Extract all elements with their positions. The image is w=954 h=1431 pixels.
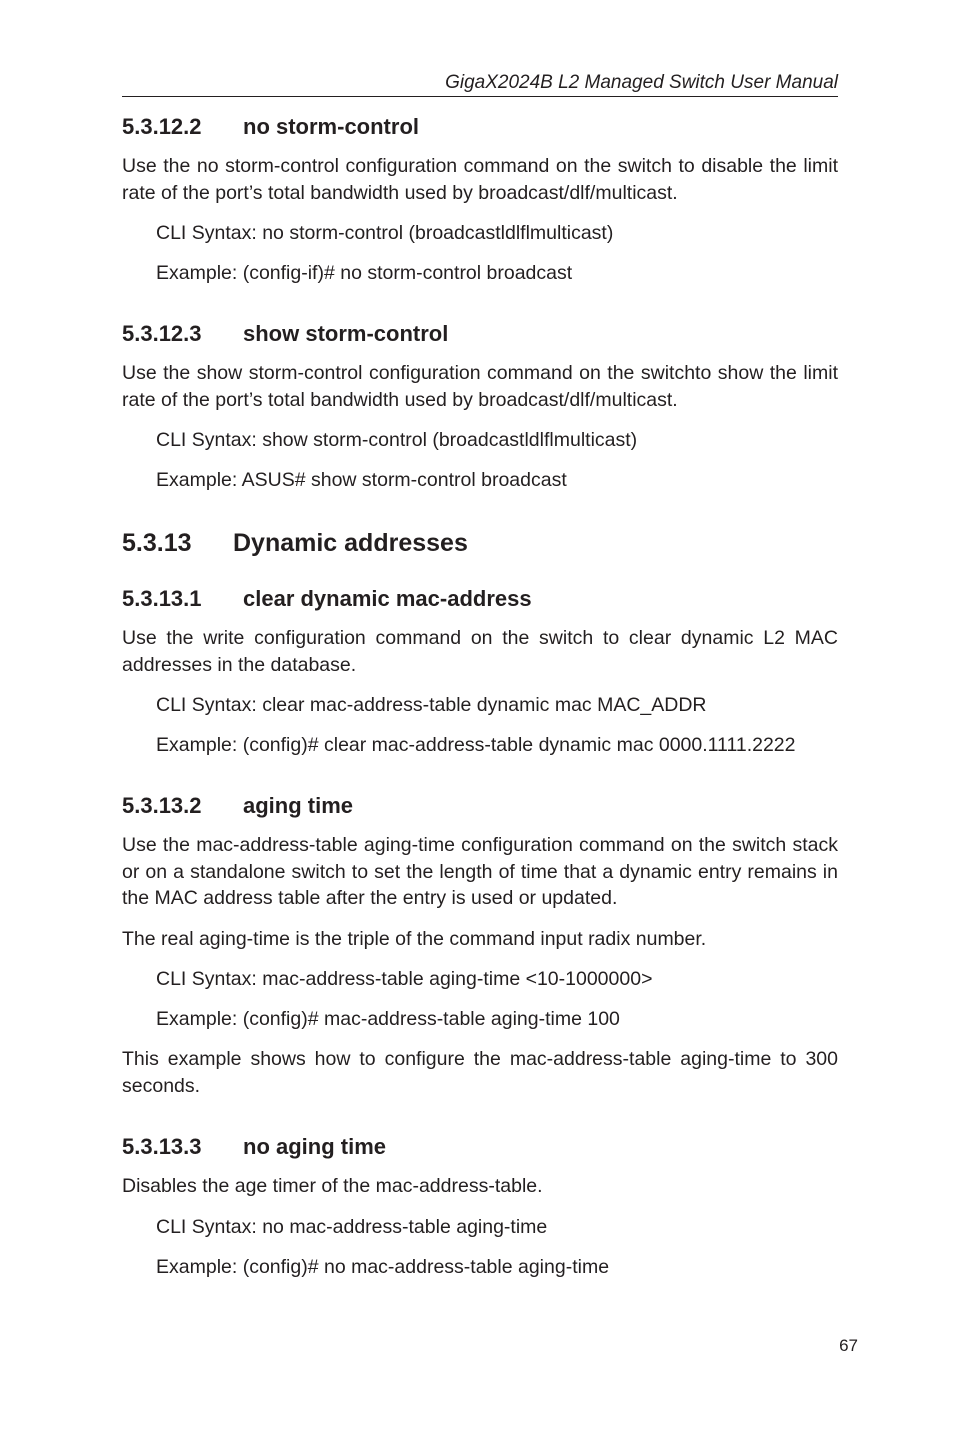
section-number: 5.3.13.1 <box>122 586 202 611</box>
manual-title: GigaX2024B L2 Managed Switch User Manual <box>445 72 838 93</box>
cli-syntax: CLI Syntax: no storm-control (broadcastldlflmulticast) <box>156 222 614 244</box>
section-body: Use the no storm-control configuration command on the switch to disable the limit rate of the port’s total bandwidth used by broadcast/dlf/multicast. <box>122 155 838 204</box>
page-header <box>122 70 838 97</box>
cli-example: Example: (config)# clear mac-address-table dynamic mac 0000.1111.2222 <box>156 734 796 756</box>
section-heading-dynamic-addresses <box>122 527 838 559</box>
cli-syntax: CLI Syntax: mac-address-table aging-time <10-1000000> <box>156 968 653 990</box>
section-heading-show-storm-control <box>122 320 838 348</box>
section-number: 5.3.12.2 <box>122 114 202 139</box>
cli-example: Example: (config-if)# no storm-control broadcast <box>156 262 573 284</box>
section-title: aging time <box>243 793 354 818</box>
section-number: 5.3.13 <box>122 529 192 557</box>
section-number: 5.3.12.3 <box>122 321 202 346</box>
section-title: show storm-control <box>243 321 449 346</box>
example-explanation: This example shows how to configure the mac-address-table aging-time to 300 seconds. <box>122 1048 838 1097</box>
page-content <box>122 113 838 1294</box>
section-body-note: The real aging-time is the triple of the command input radix number. <box>122 927 707 950</box>
page-number: 67 <box>839 1336 858 1355</box>
section-heading-clear-dynamic-mac-address <box>122 585 838 613</box>
section-body: Use the write configuration command on the switch to clear dynamic L2 MAC addresses in the database. <box>122 627 838 676</box>
cli-syntax: CLI Syntax: no mac-address-table aging-time <box>156 1215 548 1238</box>
section-title: clear dynamic mac-address <box>243 586 532 611</box>
section-body: Use the mac-address-table aging-time configuration command on the switch stack or on a standalone switch to set the length of time that a dynamic entry remains in the MAC address table after the entry is used or updated. <box>122 834 838 909</box>
section-title: no storm-control <box>243 114 419 139</box>
section-body: Use the show storm-control configuration command on the switchto show the limit rate of the port’s total bandwidth used by broadcast/dlf/multicast. <box>122 362 838 411</box>
section-heading-no-aging-time <box>122 1133 838 1161</box>
section-heading-aging-time <box>122 792 838 820</box>
section-number: 5.3.13.3 <box>122 1134 202 1159</box>
cli-example: Example: ASUS# show storm-control broadcast <box>156 469 567 491</box>
section-title: no aging time <box>243 1134 386 1159</box>
cli-example: Example: (config)# no mac-address-table aging-time <box>156 1255 610 1278</box>
section-number: 5.3.13.2 <box>122 793 202 818</box>
cli-syntax: CLI Syntax: clear mac-address-table dynamic mac MAC_ADDR <box>156 694 707 716</box>
cli-example: Example: (config)# mac-address-table aging-time 100 <box>156 1008 620 1030</box>
section-heading-no-storm-control <box>122 113 838 141</box>
section-body: Disables the age timer of the mac-address-table. <box>122 1175 543 1197</box>
section-title: Dynamic addresses <box>233 529 468 557</box>
cli-syntax: CLI Syntax: show storm-control (broadcastldlflmulticast) <box>156 429 638 451</box>
